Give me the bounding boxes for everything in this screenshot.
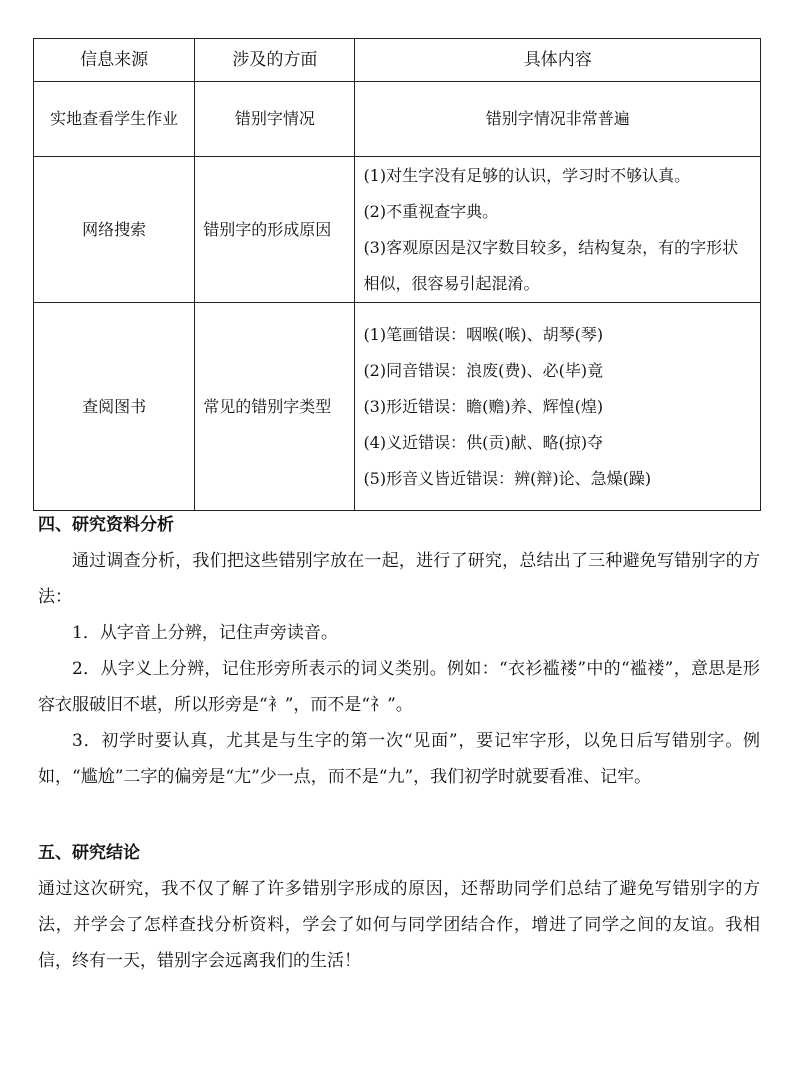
table-row [34,157,761,303]
table-row [34,82,761,157]
list-item: (2)同音错误：浪废(费)、必(毕)竟 [363,360,604,380]
list-item: 3．初学时要认真，尤其是与生字的第一次“见面”，要记牢字形，以免日后写错别字。例如，“尴尬”二字的偏旁是“尢”少一点，而不是“九”，我们初学时就要看准、记牢。 [38,731,760,787]
list-item: (1)笔画错误：咽喉(喉)、胡琴(琴) [363,324,604,344]
list-item: 1．从字音上分辨，记住声旁读音。 [72,623,338,643]
list-item: (3)客观原因是汉字数目较多，结构复杂，有的字形状相似，很容易引起混淆。 [363,237,739,293]
row-aspect: 错别字的形成原因 [195,157,355,303]
section-heading: 四、研究资料分析 [38,515,174,535]
row-content-list [355,157,761,303]
header-content: 具体内容 [355,39,761,82]
row-aspect: 常见的错别字类型 [195,303,355,511]
section-paragraph: 通过这次研究，我不仅了解了许多错别字形成的原因，还帮助同学们总结了避免写错别字的方法，并学会了怎样查找分析资料，学会了如何与同学团结合作，增进了同学之间的友谊。我相信，终有一天，错别字会远离我们的生活！ [38,879,760,971]
list-item: (1)对生字没有足够的认识，学习时不够认真。 [363,165,691,185]
table-header-row [34,39,761,82]
row-source: 网络搜索 [34,157,195,303]
header-aspect: 涉及的方面 [195,39,355,82]
section-heading: 五、研究结论 [38,843,140,863]
list-item: (2)不重视查字典。 [363,201,499,221]
row-content: 错别字情况非常普遍 [355,82,761,157]
list-item: 2．从字义上分辨，记住形旁所表示的词义类别。例如：“衣衫褴褛”中的“褴褛”，意思是形容衣服破旧不堪，所以形旁是“衤”，而不是“礻”。 [38,659,760,715]
header-source: 信息来源 [34,39,195,82]
table-row [34,303,761,511]
row-content-list [355,303,761,511]
section-paragraph: 通过调查分析，我们把这些错别字放在一起，进行了研究，总结出了三种避免写错别字的方法： [38,551,760,607]
list-item: (4)义近错误：供(贡)献、略(掠)夺 [363,432,604,452]
research-info-table [33,38,761,511]
list-item: (3)形近错误：瞻(赡)养、辉惶(煌) [363,396,604,416]
row-source: 查阅图书 [34,303,195,511]
list-item: (5)形音义皆近错误：辨(辩)论、急燥(躁) [363,468,652,488]
row-aspect: 错别字情况 [195,82,355,157]
row-source: 实地查看学生作业 [34,82,195,157]
